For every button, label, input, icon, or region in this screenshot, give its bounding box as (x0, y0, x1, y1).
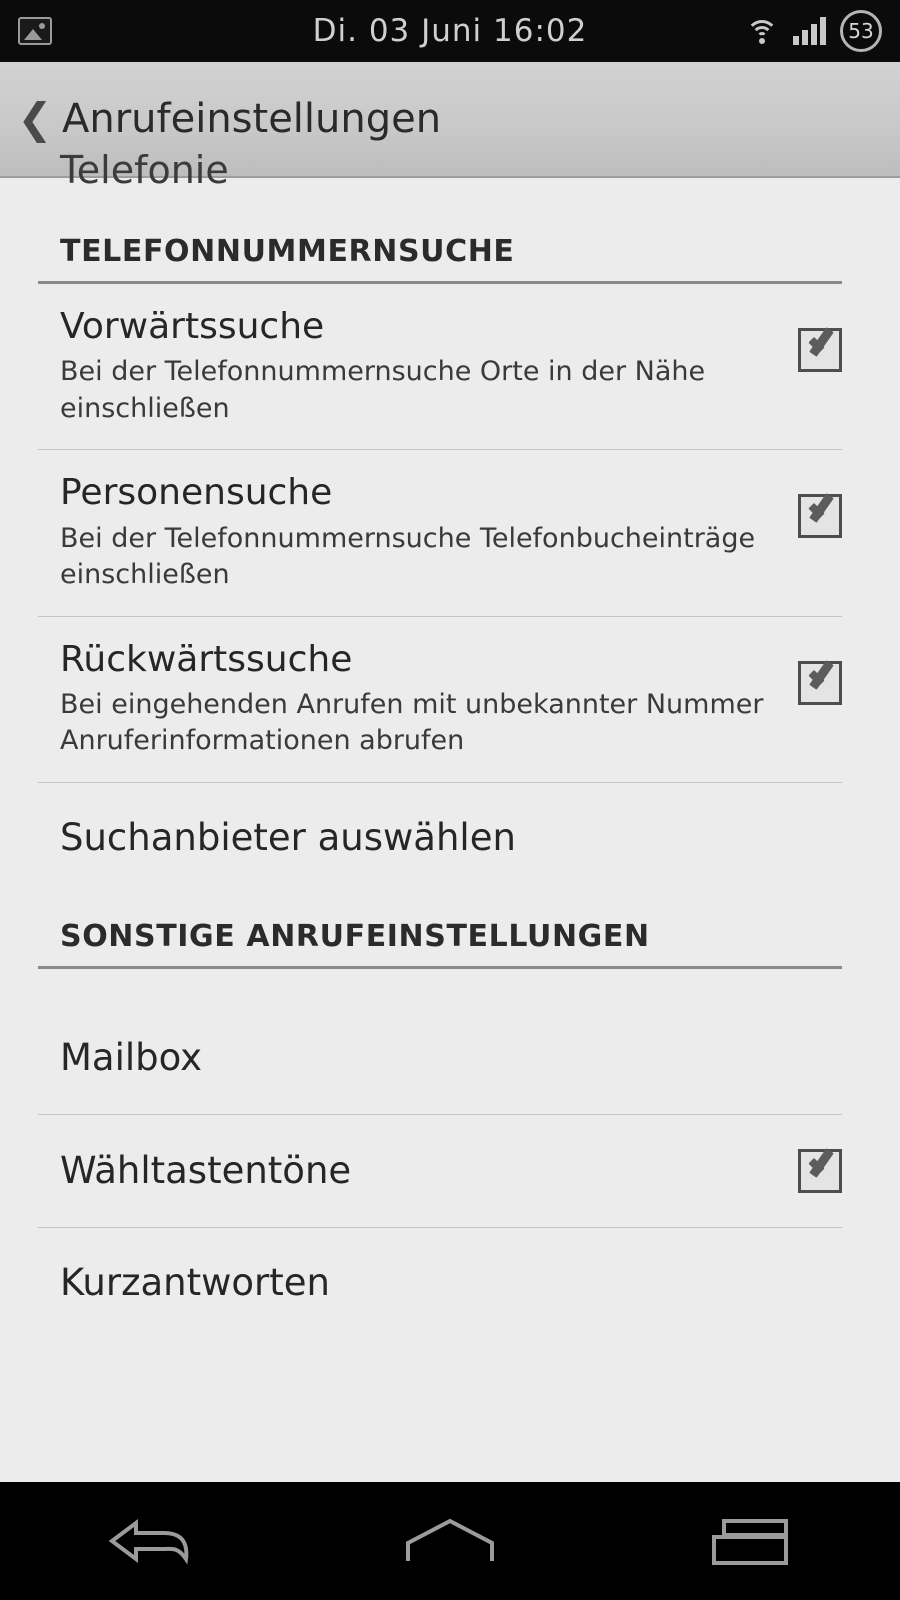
row-title: Suchanbieter auswählen (60, 815, 516, 859)
status-bar-left (18, 17, 218, 45)
settings-list[interactable] (0, 148, 900, 1482)
setting-row-rueckwaertssuche[interactable] (0, 617, 900, 782)
back-chevron-icon[interactable]: ❮ (17, 94, 53, 143)
check-icon (807, 658, 845, 692)
row-title: Personensuche (60, 472, 333, 514)
row-texts (60, 639, 798, 760)
status-bar-right (682, 10, 882, 52)
row-texts (60, 472, 798, 593)
back-nav-icon[interactable] (60, 1482, 240, 1600)
section-header-sonstige-anrufeinstellungen: SONSTIGE ANRUFEINSTELLUNGEN (60, 919, 650, 955)
signal-icon (793, 17, 826, 45)
row-summary: Bei eingehenden Anrufen mit unbekannter Nummer Anruferinformationen abrufen (60, 688, 764, 757)
section-header-telefonnummernsuche: TELEFONNUMMERNSUCHE (60, 234, 515, 269)
setting-row-mailbox[interactable] (0, 1003, 900, 1114)
row-title: Vorwärtssuche (60, 306, 325, 347)
row-texts (60, 1262, 842, 1305)
wifi-icon (745, 18, 779, 44)
check-icon (807, 325, 845, 359)
row-title: Rückwärtssuche (60, 638, 353, 680)
navigation-bar (0, 1482, 900, 1600)
recents-nav-icon[interactable] (660, 1482, 840, 1600)
row-texts (60, 1037, 842, 1080)
row-title: Mailbox (60, 1036, 203, 1080)
home-nav-icon[interactable] (360, 1482, 540, 1600)
row-summary: Bei der Telefonnummernsuche Telefonbucheinträge einschließen (60, 522, 756, 591)
setting-row-vorwaertssuche[interactable] (0, 284, 900, 449)
status-bar-clock: Di. 03 Juni 16:02 (312, 13, 588, 49)
setting-row-personensuche[interactable] (0, 450, 900, 615)
check-icon (807, 1146, 845, 1180)
checkbox-personensuche[interactable] (798, 494, 842, 538)
clipped-previous-row (0, 148, 900, 208)
row-texts (60, 1150, 798, 1193)
image-icon (18, 17, 52, 45)
clipped-previous-row-label: Telefonie (60, 148, 229, 192)
checkbox-waehltastentoene[interactable] (798, 1149, 842, 1193)
row-title: Wähltastentöne (60, 1148, 352, 1192)
spacer (0, 969, 900, 1003)
check-icon (807, 491, 845, 525)
row-title: Kurzantworten (60, 1260, 330, 1304)
status-bar (0, 0, 900, 62)
setting-row-kurzantworten[interactable] (0, 1228, 900, 1339)
setting-row-suchanbieter-auswaehlen[interactable] (0, 783, 900, 894)
page-title: Anrufeinstellungen (62, 96, 442, 142)
checkbox-rueckwaertssuche[interactable] (798, 661, 842, 705)
setting-row-waehltastentoene[interactable] (0, 1115, 900, 1227)
checkbox-vorwaertssuche[interactable] (798, 328, 842, 372)
battery-icon: 53 (840, 10, 882, 52)
row-texts (60, 306, 798, 427)
row-texts (60, 817, 842, 860)
row-summary: Bei der Telefonnummernsuche Orte in der Nähe einschließen (60, 356, 706, 424)
